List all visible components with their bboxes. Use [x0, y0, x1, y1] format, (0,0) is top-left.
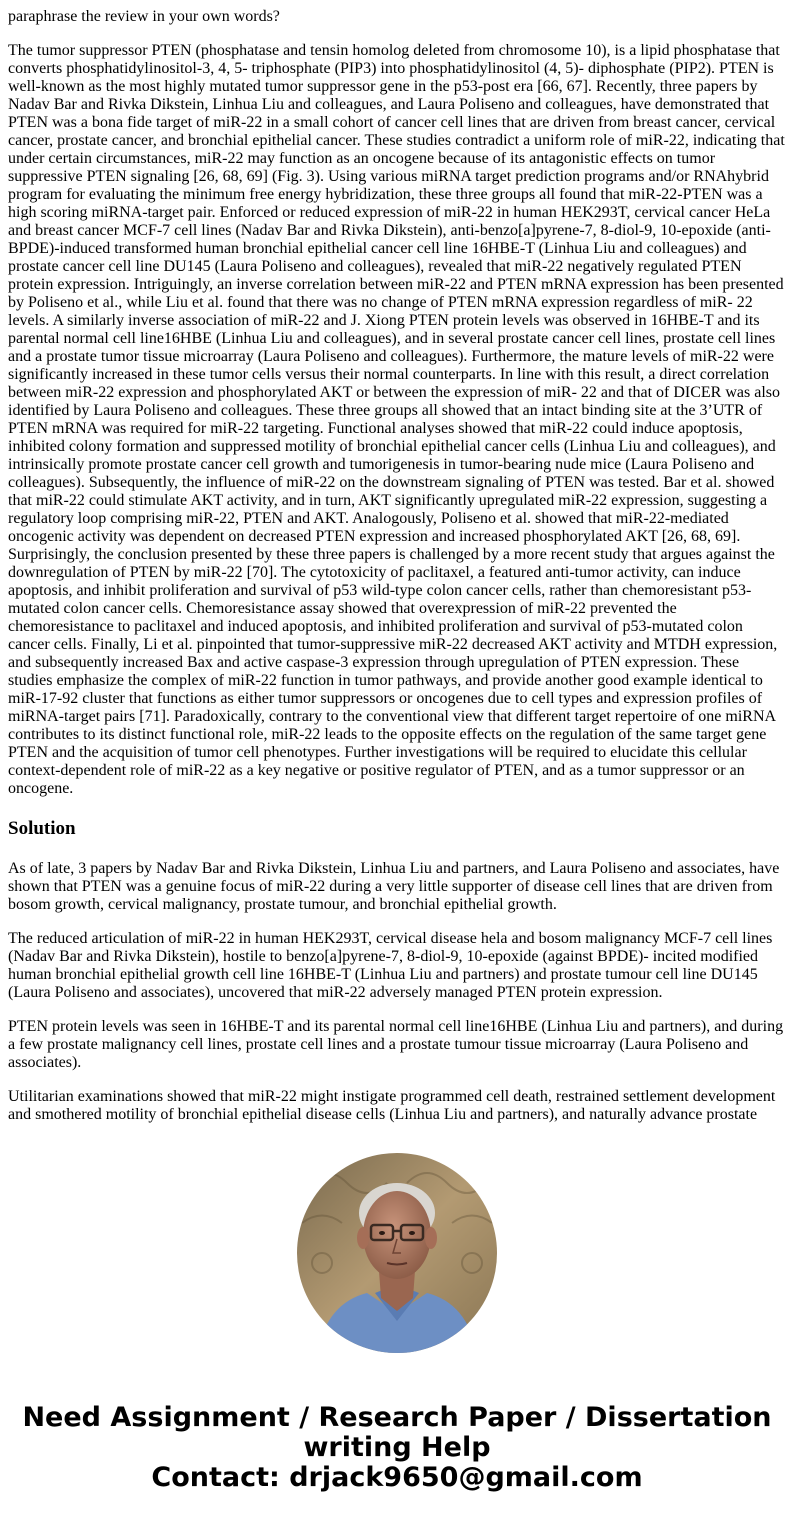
solution-paragraph: Utilitarian examinations showed that miR-22 might instigate programmed cell death, restrained settlement development and smothered motility of bronchial epithelial disease cells (Linhua Liu and partners), and naturally advance prostate [8, 1088, 776, 1123]
question-intro: paraphrase the review in your own words? [8, 8, 280, 25]
promo-contact-line: Contact: drjack9650@gmail.com [151, 1462, 643, 1493]
solution-paragraph: As of late, 3 papers by Nadav Bar and Rivka Dikstein, Linhua Liu and partners, and Laura Poliseno and associates, have shown that PTEN was a genuine focus of miR-22 during a very little supporter of disease cell lines that are driven from bosom growth, cervical malignancy, prostate tumour, and bronchial epithelial growth. [8, 860, 780, 913]
solution-heading: Solution [8, 818, 76, 839]
promo-line: Need Assignment / Research Paper / Dissertation [22, 1402, 772, 1433]
promo-banner [0, 1403, 794, 1493]
question-body: The tumor suppressor PTEN (phosphatase and tensin homolog deleted from chromosome 10), is a lipid phosphatase that converts phosphatidylinositol-3, 4, 5- triphosphate (PIP3) into phosphatidylinositol (4, 5)- diphosphate (PIP2). PTEN is well-known as the most highly mutated tumor suppressor gene in the p53-post era [66, 67]. Recently, three papers by Nadav Bar and Rivka Dikstein, Linhua Liu and colleagues, and Laura Poliseno and colleagues, have demonstrated that PTEN was a bona fide target of miR-22 in a small cohort of cancer cell lines that are driven from breast cancer, cervical cancer, prostate cancer, and bronchial epithelial cancer. These studies contradict a uniform role of miR-22, indicating that under certain circumstances, miR-22 may function as an oncogene because of its antagonistic effects on tumor suppressive PTEN signaling [26, 68, 69] (Fig. 3). Using various miRNA target prediction programs and/or RNAhybrid program for evaluating the minimum free energy hybridization, these three groups all found that miR-22-PTEN was a high scoring miRNA-target pair. Enforced or reduced expression of miR-22 in human HEK293T, cervical cancer HeLa and breast cancer MCF-7 cell lines (Nadav Bar and Rivka Dikstein), anti-benzo[a]pyrene-7, 8-diol-9, 10-epoxide (anti-BPDE)-induced transformed human bronchial epithelial cancer cell line 16HBE-T (Linhua Liu and colleagues) and prostate cancer cell line DU145 (Laura Poliseno and colleagues), revealed that miR-22 negatively regulated PTEN protein expression. Intriguingly, an inverse correlation between miR-22 and PTEN mRNA expression has been presented by Poliseno et al., while Liu et al. found that there was no change of PTEN mRNA expression regardless of miR- 22 levels. A similarly inverse association of miR-22 and J. Xiong PTEN protein levels was observed in 16HBE-T and its parental normal cell line16HBE (Linhua Liu and colleagues), and in several prostate cancer cell lines, prostate cell lines and a prostate tumor tissue microarray (Laura Poliseno and colleagues). Furthermore, the mature levels of miR-22 were significantly increased in these tumor cells versus their normal counterparts. In line with this result, a direct correlation between miR-22 expression and phosphorylated AKT or between the expression of miR- 22 and that of DICER was also identified by Laura Poliseno and colleagues. These three groups all showed that an intact binding site at the 3’UTR of PTEN mRNA was required for miR-22 targeting. Functional analyses showed that miR-22 could induce apoptosis, inhibited colony formation and suppressed motility of bronchial epithelial cancer cells (Linhua Liu and colleagues), and intrinsically promote prostate cancer cell growth and tumorigenesis in tumor-bearing nude mice (Laura Poliseno and colleagues). Subsequently, the influence of miR-22 on the downstream signaling of PTEN was tested. Bar et al. showed that miR-22 could stimulate AKT activity, and in turn, AKT significantly upregulated miR-22 expression, suggesting a regulatory loop comprising miR-22, PTEN and AKT. Analogously, Poliseno et al. showed that miR-22-mediated oncogenic activity was dependent on decreased PTEN expression and increased phosphorylated AKT [26, 68, 69]. Surprisingly, the conclusion presented by these three papers is challenged by a more recent study that argues against the downregulation of PTEN by miR-22 [70]. The cytotoxicity of paclitaxel, a featured anti-tumor activity, can induce apoptosis, and inhibit proliferation and survival of p53 wild-type colon cancer cells, rather than chemoresistant p53-mutated colon cancer cells. Chemoresistance assay showed that overexpression of miR-22 prevented the chemoresistance to paclitaxel and induced apoptosis, and inhibited proliferation and survival of p53-mutated colon cancer cells. Finally, Li et al. pinpointed that tumor-suppressive miR-22 decreased AKT activity and MTDH expression, and subsequently increased Bax and active caspase-3 expression through upregulation of PTEN expression. These studies emphasize the complex of miR-22 function in tumor pathways, and provide another good example identical to miR-17-92 cluster that functions as either tumor suppressors or oncogenes due to cell types and expression profiles of miRNA-target pairs [71]. Paradoxically, contrary to the conventional view that different target repertoire of one miRNA contributes to its distinct functional role, miR-22 leads to the opposite effects on the regulation of the same target gene PTEN and the acquisition of tumor cell phenotypes. Further investigations will be required to elucidate this cellular context-dependent role of miR-22 as a key negative or positive regulator of PTEN, and as a tumor suppressor or an oncogene. [8, 42, 785, 797]
solution-paragraph: The reduced articulation of miR-22 in human HEK293T, cervical disease hela and bosom malignancy MCF-7 cell lines (Nadav Bar and Rivka Dikstein), hostile to benzo[a]pyrene-7, 8-diol-9, 10-epoxide (against BPDE)- incited modified human bronchial epithelial growth cell line 16HBE-T (Linhua Liu and partners) and prostate tumour cell line DU145 (Laura Poliseno and associates), uncovered that miR-22 adversely managed PTEN protein expression. [8, 930, 773, 1001]
solution-paragraph: PTEN protein levels was seen in 16HBE-T and its parental normal cell line16HBE (Linhua Liu and partners), and during a few prostate malignancy cell lines, prostate cell lines and a prostate tumour tissue microarray (Laura Poliseno and associates). [8, 1018, 784, 1071]
avatar [297, 1153, 497, 1353]
document-content [8, 8, 786, 1140]
author-portrait-photo [297, 1153, 497, 1353]
promo-line: writing Help [303, 1432, 491, 1463]
